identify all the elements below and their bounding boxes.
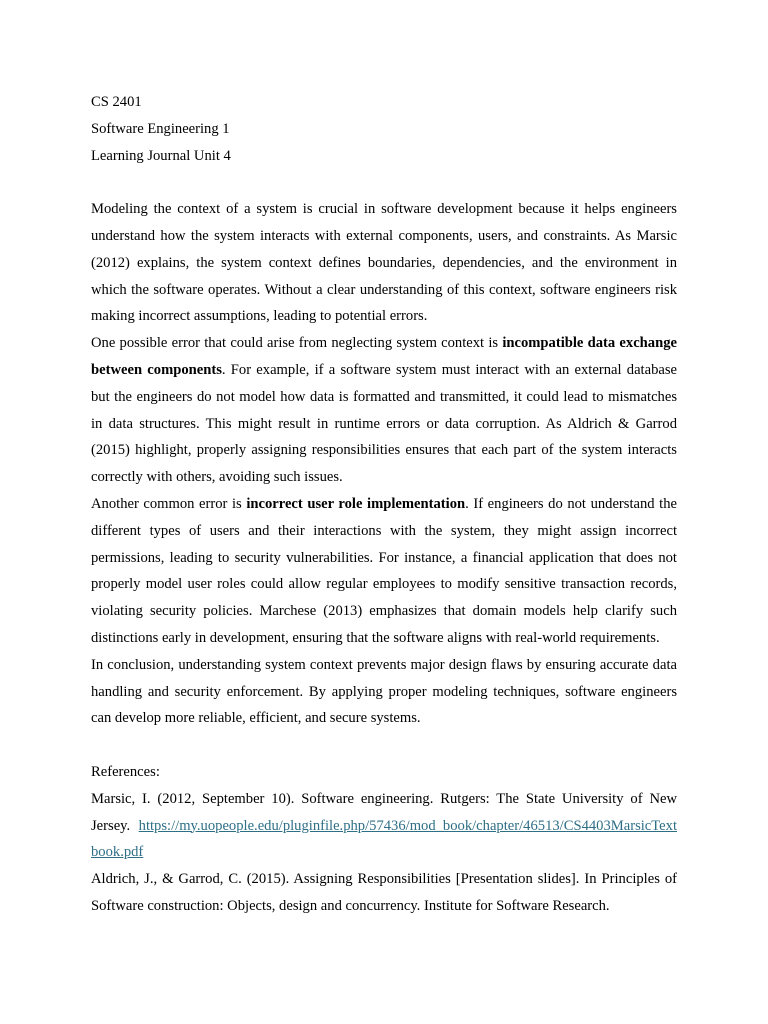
journal-content [91,89,677,920]
reference-marsic [91,786,677,866]
paragraph-text: One possible error that could arise from neglecting system context is [91,335,503,352]
spacer [91,732,677,759]
spacer [91,169,677,196]
references-heading: References: [91,763,160,780]
reference-aldrich: Aldrich, J., & Garrod, C. (2015). Assigning Responsibilities [Presentation slides]. In Principles of Software construction: Objects, design and concurrency. Institute for Software Research. [91,871,677,914]
paragraph-text: Another common error is [91,495,247,512]
paragraph-data-exchange [91,330,677,491]
paragraph-conclusion: In conclusion, understanding system context prevents major design flaws by ensuring accurate data handling and security enforcement. By applying proper modeling techniques, software engineers can develop more reliable, efficient, and secure systems. [91,656,677,727]
bold-term-user-roles: incorrect user role implementation [246,495,466,512]
reference-text: Marsic, I. (2012, September 10). Software engineering. Rutgers: The State University of New Jersey. [91,790,677,834]
paragraph-text: . If engineers do not understand the different types of users and their interactions with the system, they might assign incorrect permissions, leading to security vulnerabilities. For instance, a financial application that does not properly model user roles could allow regular employees to modify sensitive transaction records, violating security policies. Marchese (2013) emphasizes that domain models help clarify such distinctions early in development, ensuring that the software aligns with real-world requirements. [91,495,678,646]
paragraph-text: . For example, if a software system must interact with an external database but the engineers do not model how data is formatted and transmitted, it could lead to mismatches in data structures. This might result in runtime errors or data corruption. As Aldrich & Garrod (2015) highlight, properly assigning responsibilities ensures that each part of the system interacts correctly with others, avoiding such issues. [91,361,678,486]
bold-term-data-exchange: incompatible data exchange between components [91,335,677,378]
reference-link[interactable]: https://my.uopeople.edu/pluginfile.php/57436/mod_book/chapter/46513/CS4403MarsicTextbook.pdf [91,817,677,861]
assignment-title: Learning Journal Unit 4 [91,147,231,164]
course-name: Software Engineering 1 [91,120,230,137]
paragraph-intro: Modeling the context of a system is crucial in software development because it helps engineers understand how the system interacts with external components, users, and constraints. As Marsic (2012) explains, the system context defines boundaries, dependencies, and the environment in which the software operates. Without a clear understanding of this context, software engineers risk making incorrect assumptions, leading to potential errors. [91,201,677,325]
course-code: CS 2401 [91,94,142,110]
paragraph-user-roles [91,491,677,652]
